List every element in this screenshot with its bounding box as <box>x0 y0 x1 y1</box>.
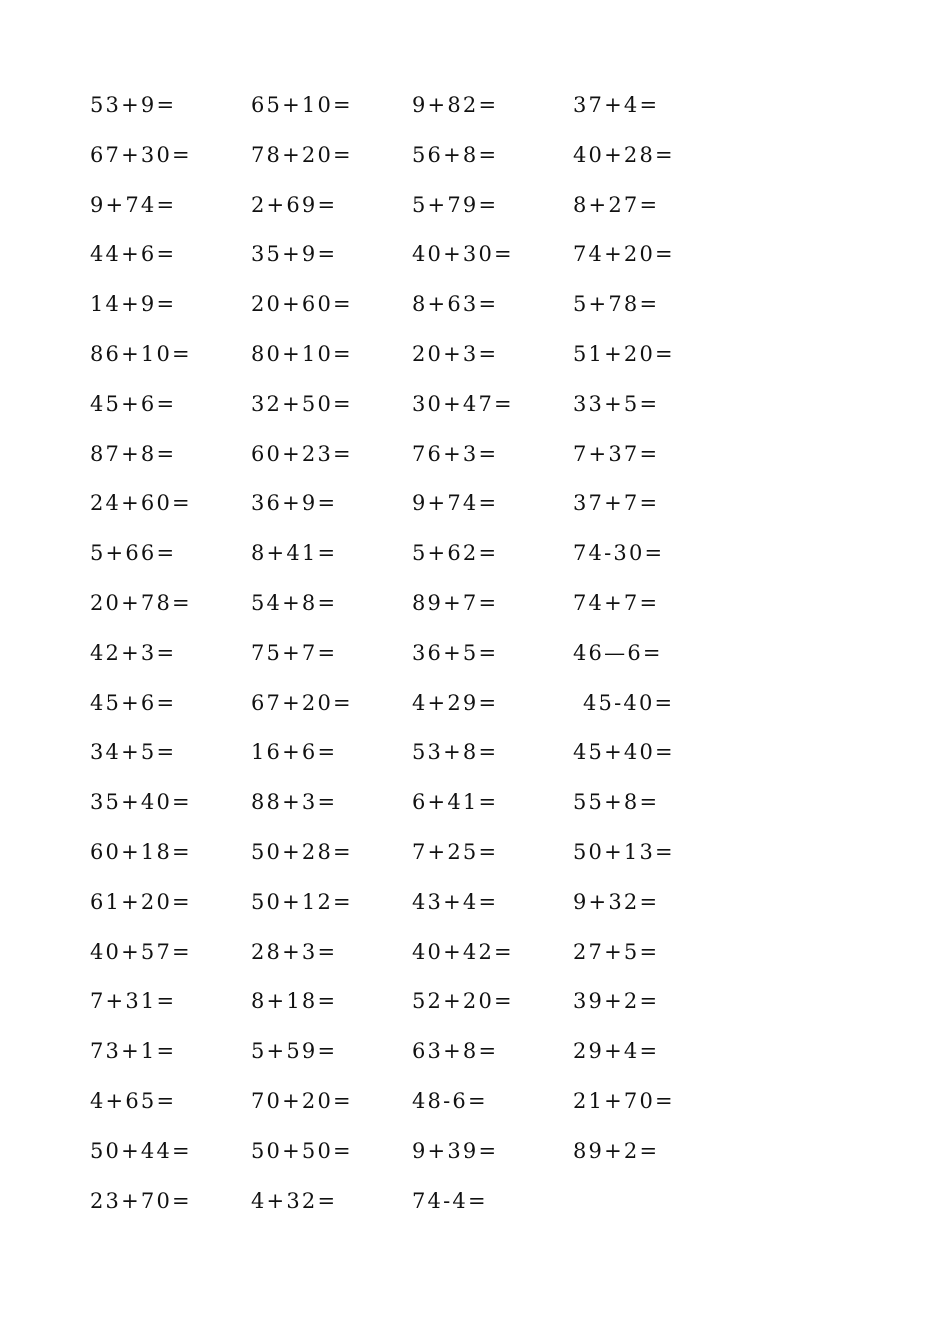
math-problem: 8+41= <box>251 541 338 566</box>
problem-row <box>90 91 750 141</box>
problem-row <box>90 539 750 589</box>
math-problem: 76+3= <box>412 441 499 466</box>
math-problem: 5+62= <box>412 541 499 566</box>
math-problem: 55+8= <box>573 790 660 815</box>
math-problem: 8+63= <box>412 292 499 317</box>
math-problem: 75+7= <box>251 640 338 665</box>
math-problem: 35+40= <box>90 790 192 815</box>
math-problem: 4+65= <box>90 1088 177 1113</box>
math-problem: 2+69= <box>251 192 338 217</box>
math-problem: 42+3= <box>90 640 177 665</box>
math-problem: 40+30= <box>412 242 514 267</box>
math-problem: 74-30= <box>573 541 665 566</box>
problem-row <box>90 290 750 340</box>
math-problem: 7+31= <box>90 989 177 1014</box>
problem-grid <box>90 91 750 1236</box>
math-problem: 65+10= <box>251 93 353 117</box>
math-problem: 35+9= <box>251 242 338 267</box>
problem-row <box>90 489 750 539</box>
problem-row <box>90 639 750 689</box>
problem-row <box>90 689 750 739</box>
math-problem: 73+1= <box>90 1039 177 1064</box>
math-problem: 45-40= <box>583 690 675 715</box>
math-problem: 24+60= <box>90 491 192 516</box>
problem-row <box>90 938 750 988</box>
math-problem: 23+70= <box>90 1188 192 1213</box>
math-problem: 9+82= <box>412 93 499 117</box>
math-problem: 74+20= <box>573 242 675 267</box>
math-problem: 63+8= <box>412 1039 499 1064</box>
math-problem: 9+74= <box>90 192 177 217</box>
math-problem: 74+7= <box>573 590 660 615</box>
math-problem: 16+6= <box>251 740 338 765</box>
math-problem: 46—6= <box>573 640 663 665</box>
problem-row <box>90 838 750 888</box>
math-problem: 30+47= <box>412 391 514 416</box>
math-problem: 50+44= <box>90 1138 192 1163</box>
math-problem: 53+8= <box>412 740 499 765</box>
math-problem: 4+29= <box>412 690 499 715</box>
math-problem: 5+79= <box>412 192 499 217</box>
math-problem: 14+9= <box>90 292 177 317</box>
math-problem: 50+12= <box>251 889 353 914</box>
math-problem: 9+32= <box>573 889 660 914</box>
math-problem: 44+6= <box>90 242 177 267</box>
math-problem: 20+78= <box>90 590 192 615</box>
math-problem: 45+40= <box>573 740 675 765</box>
math-problem: 89+2= <box>573 1138 660 1163</box>
math-problem: 9+39= <box>412 1138 499 1163</box>
problem-row <box>90 1087 750 1137</box>
math-problem: 8+18= <box>251 989 338 1014</box>
math-problem: 36+9= <box>251 491 338 516</box>
problem-row <box>90 340 750 390</box>
problem-row <box>90 987 750 1037</box>
math-problem: 52+20= <box>412 989 514 1014</box>
math-problem: 7+25= <box>412 839 499 864</box>
problem-row <box>90 1187 750 1237</box>
math-problem: 45+6= <box>90 690 177 715</box>
math-problem: 6+41= <box>412 790 499 815</box>
math-problem: 33+5= <box>573 391 660 416</box>
problem-row <box>90 888 750 938</box>
math-problem: 50+50= <box>251 1138 353 1163</box>
math-problem: 88+3= <box>251 790 338 815</box>
math-problem: 51+20= <box>573 341 675 366</box>
math-problem: 28+3= <box>251 939 338 964</box>
math-problem: 9+74= <box>412 491 499 516</box>
math-problem: 80+10= <box>251 341 353 366</box>
math-problem: 89+7= <box>412 590 499 615</box>
math-problem: 60+18= <box>90 839 192 864</box>
math-problem: 36+5= <box>412 640 499 665</box>
math-problem: 39+2= <box>573 989 660 1014</box>
math-problem: 67+30= <box>90 142 192 167</box>
math-problem: 87+8= <box>90 441 177 466</box>
math-problem: 40+57= <box>90 939 192 964</box>
math-problem: 61+20= <box>90 889 192 914</box>
problem-row <box>90 240 750 290</box>
math-problem: 20+3= <box>412 341 499 366</box>
math-problem: 74-4= <box>412 1188 488 1213</box>
math-problem: 67+20= <box>251 690 353 715</box>
problem-row <box>90 738 750 788</box>
math-problem: 70+20= <box>251 1088 353 1113</box>
math-problem: 40+42= <box>412 939 514 964</box>
math-problem: 60+23= <box>251 441 353 466</box>
math-problem: 4+32= <box>251 1188 338 1213</box>
problem-row <box>90 440 750 490</box>
problem-row <box>90 390 750 440</box>
math-problem: 48-6= <box>412 1088 488 1113</box>
math-problem: 32+50= <box>251 391 353 416</box>
math-problem: 7+37= <box>573 441 660 466</box>
math-problem: 5+59= <box>251 1039 338 1064</box>
math-problem: 27+5= <box>573 939 660 964</box>
math-problem: 8+27= <box>573 192 660 217</box>
math-problem: 37+7= <box>573 491 660 516</box>
problem-row <box>90 191 750 241</box>
problem-row <box>90 141 750 191</box>
math-problem: 5+66= <box>90 541 177 566</box>
math-problem: 86+10= <box>90 341 192 366</box>
math-problem: 78+20= <box>251 142 353 167</box>
math-problem: 29+4= <box>573 1039 660 1064</box>
problem-row <box>90 1137 750 1187</box>
math-problem: 20+60= <box>251 292 353 317</box>
math-problem: 54+8= <box>251 590 338 615</box>
math-problem: 45+6= <box>90 391 177 416</box>
math-problem: 56+8= <box>412 142 499 167</box>
problem-row <box>90 1037 750 1087</box>
problem-row <box>90 589 750 639</box>
math-problem: 21+70= <box>573 1088 675 1113</box>
problem-row <box>90 788 750 838</box>
math-problem: 5+78= <box>573 292 660 317</box>
math-problem: 43+4= <box>412 889 499 914</box>
math-problem: 34+5= <box>90 740 177 765</box>
math-problem: 50+28= <box>251 839 353 864</box>
math-problem: 53+9= <box>90 93 177 117</box>
math-problem: 50+13= <box>573 839 675 864</box>
math-problem: 37+4= <box>573 93 660 117</box>
math-problem: 40+28= <box>573 142 675 167</box>
